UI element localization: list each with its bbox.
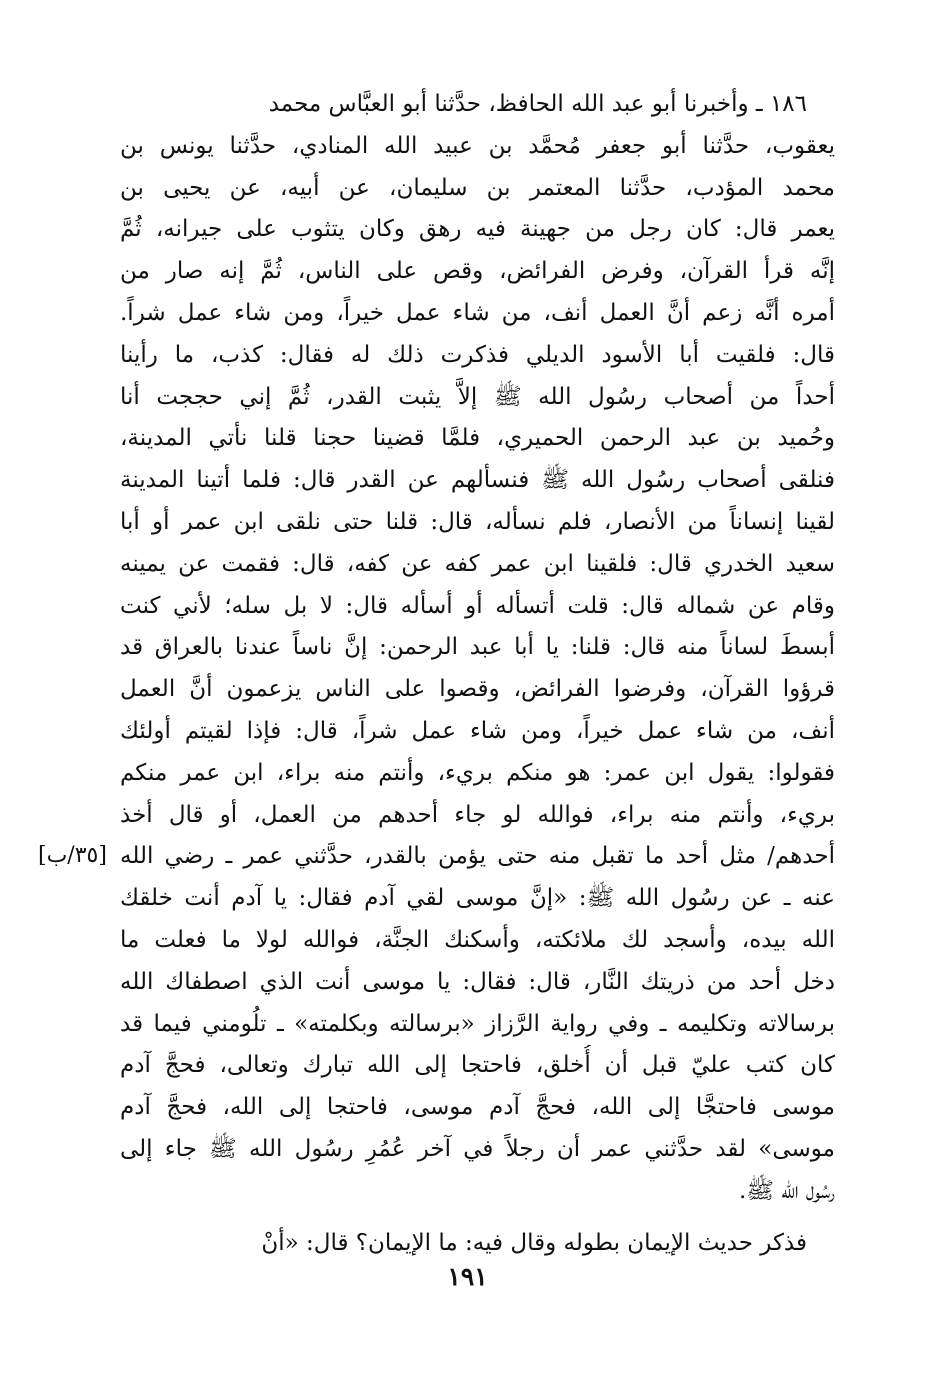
text-line: رسُول الله ﷺ. (739, 1177, 835, 1204)
main-text-block (120, 84, 835, 1264)
text-line: وحُميد بن عبد الرحمن الحميري، فلمَّا قضينا حجنا قلنا نأتي المدينة، (120, 425, 835, 452)
text-line: إنَّه قرأ القرآن، وفرض الفرائض، وقص على الناس، ثُمَّ إنه صار من (120, 258, 835, 285)
page-number: ١٩١ (447, 1262, 488, 1291)
text-line: بريء، وأنتم منه براء، فوالله لو جاء أحدهم من العمل، أو قال أخذ (120, 801, 835, 828)
text-line: موسى» لقد حدَّثني عمر أن رجلاً في آخر عُمُرِ رسُول الله ﷺ جاء إلى (120, 1135, 835, 1162)
text-line: أحداً من أصحاب رسُول الله ﷺ إلاَّ يثبت القدر، ثُمَّ إني حججت أنا (120, 383, 835, 410)
text-line: أبسطَ لساناً منه قال: قلنا: يا أبا عبد الرحمن: إنَّ ناساً عندنا بالعراق قد (120, 634, 835, 661)
manuscript-folio-note: [٣٥/ب] (38, 843, 107, 868)
text-line: محمد المؤدب، حدَّثنا المعتمر بن سليمان، عن أبيه، عن يحيى بن (120, 174, 835, 201)
text-line: يعمر قال: كان رجل من جهينة فيه رهق وكان يتثوب على جيرانه، ثُمَّ (120, 216, 835, 243)
paragraph-gap (120, 1213, 835, 1223)
text-line: وقام عن شماله قال: قلت أتسأله أو أسأله قال: لا بل سله؛ لأني كنت (120, 592, 835, 619)
text-line: موسى فاحتجَّا إلى الله، فحجَّ آدم موسى، فاحتجا إلى الله، فحجَّ آدم (120, 1094, 835, 1121)
text-line: أحدهم/ مثل أحد ما تقبل منه حتى يؤمن بالقدر، حدَّثني عمر ـ رضي الله (120, 843, 835, 870)
text-line: قرؤوا القرآن، وفرضوا الفرائض، وقصوا على الناس يزعمون أنَّ العمل (120, 676, 835, 703)
text-line: أمره أنَّه زعم أنَّ العمل أنف، من شاء عمل خيراً، ومن شاء عمل شراً. (120, 299, 835, 326)
text-line: كان كتب عليّ قبل أن أُخلق، فاحتجا إلى الله تبارك وتعالى، فحجَّ آدم (120, 1052, 835, 1079)
text-line: فذكر حديث الإيمان بطوله وقال فيه: ما الإيمان؟ قال: «أنْ (261, 1229, 807, 1256)
text-line: عنه ـ عن رسُول الله ﷺ: «إنَّ موسى لقي آدم فقال: يا آدم أنت خلقك (120, 885, 835, 912)
text-line: فنلقى أصحاب رسُول الله ﷺ فنسألهم عن القدر قال: فلما أتينا المدينة (120, 467, 835, 494)
text-line: برسالاته وتكليمه ـ وفي رواية الرَّزاز «برسالته وبكلمته» ـ تلُومني فيما قد (120, 1010, 835, 1037)
text-line: لقينا إنساناً من الأنصار، فلم نسأله، قال: قلنا حتى نلقى ابن عمر أو أبا (120, 508, 835, 535)
text-line: ١٨٦ ـ وأخبرنا أبو عبد الله الحافظ، حدَّثنا أبو العبَّاس محمد (268, 91, 807, 117)
text-line: دخل أحد من ذريتك النَّار، قال: فقال: يا موسى أنت الذي اصطفاك الله (120, 968, 835, 995)
text-line: فقولوا: يقول ابن عمر: هو منكم بريء، وأنتم منه براء، ابن عمر منكم (120, 759, 835, 786)
text-line: قال: فلقيت أبا الأسود الديلي فذكرت ذلك له فقال: كذب، ما رأينا (120, 341, 835, 368)
text-line: سعيد الخدري قال: فلقينا ابن عمر كفه عن كفه، قال: فقمت عن يمينه (120, 550, 835, 577)
text-line: أنف، من شاء عمل خيراً، ومن شاء عمل شراً، قال: فإذا لقيتم أولئك (120, 717, 835, 744)
text-line: الله بيده، وأسجد لك ملائكته، وأسكنك الجنَّة، فوالله لولا ما فعلت ما (120, 926, 835, 953)
text-line: يعقوب، حدَّثنا أبو جعفر مُحمَّد بن عبيد الله المنادي، حدَّثنا يونس بن (120, 132, 835, 159)
